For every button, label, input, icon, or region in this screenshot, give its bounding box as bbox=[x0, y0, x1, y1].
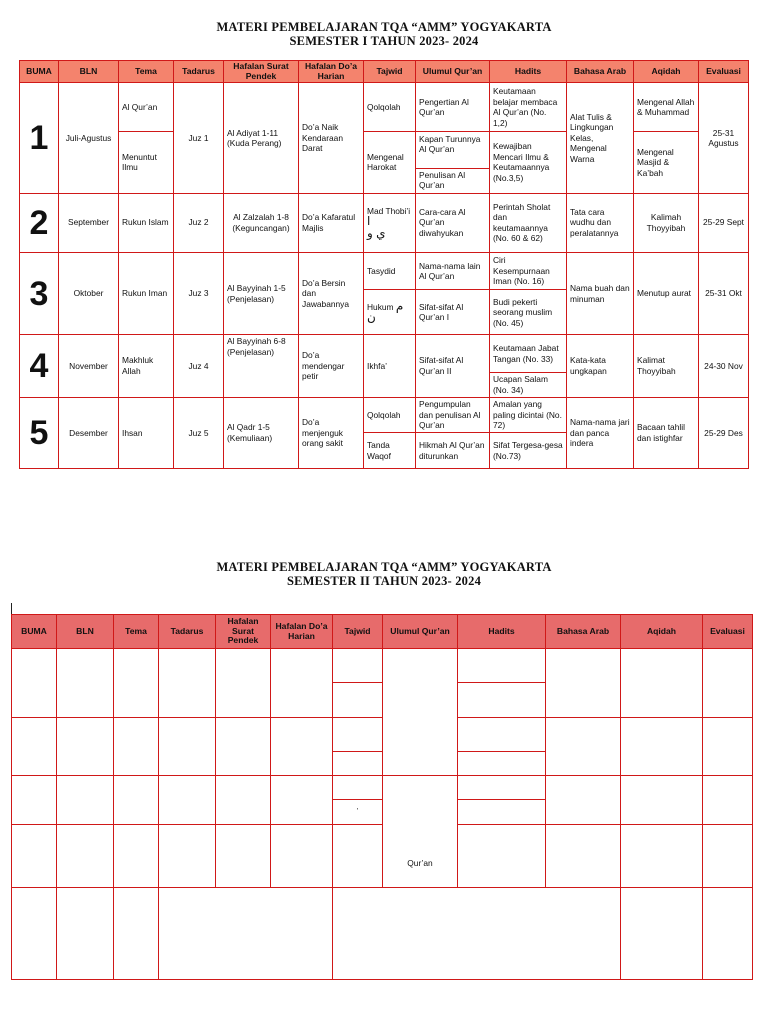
header-evaluasi: Evaluasi bbox=[703, 615, 753, 649]
doa-cell: Do’a mendengar petir bbox=[299, 335, 364, 397]
empty-cell bbox=[57, 649, 114, 718]
text-cursor bbox=[11, 603, 12, 614]
ulumul-cell: Qur’an bbox=[383, 776, 458, 887]
hadits-cell: Ciri Kesempurnaan Iman (No. 16) bbox=[490, 252, 567, 290]
tajwid-cell: Tasydid bbox=[364, 252, 416, 290]
doa-cell: Do’a Kafaratul Majlis bbox=[299, 193, 364, 252]
tajwid-cell bbox=[364, 290, 416, 335]
ulumul-cell: Pengumpulan dan penulisan Al Qur’an bbox=[416, 397, 490, 433]
empty-cell bbox=[458, 776, 546, 800]
table-row bbox=[12, 887, 753, 979]
buma-number: 5 bbox=[20, 397, 59, 468]
empty-cell bbox=[114, 718, 159, 776]
header-bln: BLN bbox=[57, 615, 114, 649]
buma-number: 2 bbox=[20, 193, 59, 252]
empty-cell bbox=[216, 718, 271, 776]
empty-cell bbox=[57, 776, 114, 824]
empty-cell bbox=[621, 649, 703, 718]
empty-cell bbox=[57, 718, 114, 776]
bln-cell: Oktober bbox=[59, 252, 119, 335]
empty-cell bbox=[703, 824, 753, 887]
tadarus-cell: Juz 5 bbox=[174, 397, 224, 468]
empty-cell bbox=[159, 649, 216, 718]
empty-cell bbox=[12, 718, 57, 776]
ulumul-cell: Penulisan Al Qur’an bbox=[419, 169, 466, 191]
empty-cell bbox=[271, 776, 333, 824]
empty-cell bbox=[216, 776, 271, 824]
tadarus-cell: Juz 4 bbox=[174, 335, 224, 397]
empty-cell bbox=[546, 718, 621, 776]
empty-cell bbox=[333, 683, 383, 718]
empty-cell bbox=[546, 649, 621, 718]
evaluasi-cell: 25-29 Des bbox=[699, 397, 749, 468]
tadarus-cell: Juz 1 bbox=[174, 83, 224, 193]
aqidah-cell: Kalimah Thoyyibah bbox=[634, 193, 699, 252]
surat-cell: Al Qadr 1-5 (Kemuliaan) bbox=[224, 397, 299, 468]
empty-cell bbox=[546, 776, 621, 824]
tadarus-cell: Juz 2 bbox=[174, 193, 224, 252]
table-row bbox=[12, 649, 753, 683]
evaluasi-cell: 25-31 Agustus bbox=[699, 83, 749, 193]
empty-cell bbox=[114, 776, 159, 824]
hadits-cell: Budi pekerti seorang muslim (No. 45) bbox=[490, 290, 567, 335]
table-row bbox=[12, 776, 753, 800]
semester-1-title-line1: MATERI PEMBELAJARAN TQA “AMM” YOGYAKARTA bbox=[216, 20, 552, 34]
header-tadarus: Tadarus bbox=[174, 61, 224, 83]
empty-cell bbox=[216, 824, 271, 887]
semester-1-header-row bbox=[20, 61, 749, 83]
tajwid-cell: ’ bbox=[333, 800, 383, 824]
hadits-cell: Keutamaan Jabat Tangan (No. 33) bbox=[490, 335, 567, 373]
tema-cell: Menuntut Ilmu bbox=[119, 132, 174, 193]
table-row bbox=[20, 83, 749, 116]
hadits-cell: Kewajiban Mencari Ilmu & Keutamaannya (No.3,5) bbox=[490, 132, 567, 193]
empty-cell bbox=[458, 718, 546, 752]
hadits-cell: Perintah Sholat dan keutamaannya (No. 60 & 62) bbox=[490, 193, 567, 252]
semester-2-header-row bbox=[12, 615, 753, 649]
empty-cell bbox=[546, 824, 621, 887]
empty-cell bbox=[703, 776, 753, 824]
table-row bbox=[12, 718, 753, 752]
tema-cell: Rukun Islam bbox=[119, 193, 174, 252]
arabic-letter: م bbox=[395, 298, 404, 313]
empty-cell bbox=[12, 824, 57, 887]
empty-cell bbox=[57, 824, 114, 887]
semester-1-title bbox=[0, 20, 768, 48]
hadits-cell: Ucapan Salam (No. 34) bbox=[490, 373, 567, 397]
ulumul-cell: Nama-nama lain Al Qur’an bbox=[416, 252, 490, 290]
header-bahasa-arab: Bahasa Arab bbox=[567, 61, 634, 83]
empty-cell bbox=[271, 718, 333, 776]
surat-cell: Al Bayyinah 6-8 (Penjelasan) bbox=[224, 335, 299, 397]
empty-cell bbox=[458, 683, 546, 718]
tajwid-cell: Qolqolah bbox=[364, 83, 416, 132]
tema-cell: Ihsan bbox=[119, 397, 174, 468]
header-tajwid: Tajwid bbox=[333, 615, 383, 649]
hadits-cell: Sifat Tergesa-gesa (No.73) bbox=[490, 433, 567, 469]
hadits-cell: Keutamaan belajar membaca Al Qur’an (No. 1,2) bbox=[490, 83, 567, 132]
semester-2-title bbox=[0, 560, 768, 588]
doa-cell: Do’a Bersin dan Jawabannya bbox=[299, 252, 364, 335]
empty-cell bbox=[703, 718, 753, 776]
tema-cell: Rukun Iman bbox=[119, 252, 174, 335]
header-evaluasi: Evaluasi bbox=[699, 61, 749, 83]
empty-cell bbox=[458, 649, 546, 683]
aqidah-cell: Kalimat Thoyyibah bbox=[634, 335, 699, 397]
ulumul-split-cell bbox=[416, 132, 490, 193]
aqidah-cell: Mengenal Masjid & Ka’bah bbox=[634, 132, 699, 193]
aqidah-cell: Mengenal Allah & Muhammad bbox=[634, 83, 699, 132]
tadarus-cell: Juz 3 bbox=[174, 252, 224, 335]
hadits-cell: Amalan yang paling dicintai (No. 72) bbox=[490, 397, 567, 433]
semester-2-title-line1: MATERI PEMBELAJARAN TQA “AMM” YOGYAKARTA bbox=[216, 560, 552, 574]
empty-cell bbox=[12, 776, 57, 824]
empty-cell bbox=[271, 649, 333, 718]
header-aqidah: Aqidah bbox=[621, 615, 703, 649]
empty-cell bbox=[621, 776, 703, 824]
tajwid-cell: Tanda Waqof bbox=[364, 433, 416, 469]
bln-cell: Desember bbox=[59, 397, 119, 468]
empty-cell bbox=[216, 649, 271, 718]
table-row bbox=[20, 397, 749, 433]
empty-cell bbox=[159, 824, 216, 887]
empty-cell bbox=[159, 887, 333, 979]
header-ulumul: Ulumul Qur’an bbox=[416, 61, 490, 83]
empty-cell bbox=[114, 824, 159, 887]
bahasa-arab-cell: Nama-nama jari dan panca indera bbox=[567, 397, 634, 468]
semester-1-table bbox=[19, 60, 749, 469]
table-row bbox=[20, 132, 749, 193]
header-hafalan-surat: Hafalan Surat Pendek bbox=[224, 61, 299, 83]
arabic-letters: ي و bbox=[367, 225, 386, 240]
empty-cell bbox=[333, 824, 383, 887]
bln-cell: November bbox=[59, 335, 119, 397]
header-hadits: Hadits bbox=[490, 61, 567, 83]
empty-cell bbox=[703, 887, 753, 979]
surat-cell: Al Bayyinah 1-5 (Penjelasan) bbox=[224, 252, 299, 335]
table-row bbox=[20, 335, 749, 373]
table-row bbox=[20, 252, 749, 290]
aqidah-cell: Bacaan tahlil dan istighfar bbox=[634, 397, 699, 468]
tajwid-cell: Ikhfa’ bbox=[364, 335, 416, 397]
arabic-letter: ا bbox=[367, 214, 371, 229]
ulumul-cell: Cara-cara Al Qur’an diwahyukan bbox=[416, 193, 490, 252]
bln-cell: September bbox=[59, 193, 119, 252]
doa-cell: Do’a Naik Kendaraan Darat bbox=[299, 83, 364, 193]
tajwid-cell bbox=[364, 193, 416, 252]
empty-cell bbox=[458, 800, 546, 824]
buma-number: 1 bbox=[20, 83, 59, 193]
ulumul-cell: Sifat-sifat Al Qur’an II bbox=[416, 335, 490, 397]
header-bln: BLN bbox=[59, 61, 119, 83]
ulumul-cell: Hikmah Al Qur’an diturunkan bbox=[416, 433, 490, 469]
empty-cell bbox=[271, 824, 333, 887]
empty-cell bbox=[12, 649, 57, 718]
header-hadits: Hadits bbox=[458, 615, 546, 649]
header-tema: Tema bbox=[114, 615, 159, 649]
empty-cell bbox=[333, 776, 383, 800]
semester-2-title-line2: SEMESTER II TAHUN 2023- 2024 bbox=[286, 574, 482, 588]
bahasa-arab-cell: Kata-kata ungkapan bbox=[567, 335, 634, 397]
ulumul-cell: Kapan Turunnya Al Qur’an bbox=[416, 133, 489, 169]
empty-cell bbox=[621, 824, 703, 887]
empty-cell bbox=[333, 752, 383, 776]
evaluasi-cell: 24-30 Nov bbox=[699, 335, 749, 397]
evaluasi-cell: 25-31 Okt bbox=[699, 252, 749, 335]
buma-number: 4 bbox=[20, 335, 59, 397]
empty-cell bbox=[333, 887, 621, 979]
aqidah-cell: Menutup aurat bbox=[634, 252, 699, 335]
buma-number: 3 bbox=[20, 252, 59, 335]
tema-cell: Al Qur’an bbox=[119, 83, 174, 132]
header-tema: Tema bbox=[119, 61, 174, 83]
empty-cell bbox=[621, 887, 703, 979]
bahasa-arab-cell: Nama buah dan minuman bbox=[567, 252, 634, 335]
tajwid-cell: Qolqolah bbox=[364, 397, 416, 433]
header-ulumul: Ulumul Qur’an bbox=[383, 615, 458, 649]
evaluasi-cell: 25-29 Sept bbox=[699, 193, 749, 252]
surat-cell: Al Zalzalah 1-8 (Keguncangan) bbox=[224, 193, 299, 252]
table-row bbox=[12, 824, 753, 887]
header-hafalan-doa: Hafalan Do’a Harian bbox=[271, 615, 333, 649]
tema-cell: Makhluk Allah bbox=[119, 335, 174, 397]
tajwid-text: Mad Thobi’i bbox=[367, 205, 411, 216]
semester-2-table bbox=[11, 614, 753, 980]
empty-cell bbox=[458, 752, 546, 776]
bln-cell: Juli-Agustus bbox=[59, 83, 119, 193]
empty-cell bbox=[159, 776, 216, 824]
header-tadarus: Tadarus bbox=[159, 615, 216, 649]
header-buma: BUMA bbox=[20, 61, 59, 83]
ulumul-cell: Pengertian Al Qur’an bbox=[416, 83, 490, 132]
header-aqidah: Aqidah bbox=[634, 61, 699, 83]
arabic-letter: ن bbox=[367, 310, 376, 325]
header-bahasa-arab: Bahasa Arab bbox=[546, 615, 621, 649]
empty-cell bbox=[114, 649, 159, 718]
bahasa-arab-cell: Alat Tulis & Lingkungan Kelas, Mengenal Warna bbox=[567, 83, 634, 193]
empty-cell bbox=[57, 887, 114, 979]
tajwid-cell: Mengenal Harokat bbox=[364, 132, 416, 193]
table-row bbox=[20, 193, 749, 252]
empty-cell bbox=[383, 649, 458, 776]
surat-cell: Al Adiyat 1-11 (Kuda Perang) bbox=[224, 83, 299, 193]
doa-cell: Do’a menjenguk orang sakit bbox=[299, 397, 364, 468]
ulumul-cell: Sifat-sifat Al Qur’an I bbox=[416, 290, 490, 335]
empty-cell bbox=[12, 887, 57, 979]
tajwid-text: Hukum bbox=[367, 301, 394, 312]
empty-cell bbox=[114, 887, 159, 979]
semester-1-title-line2: SEMESTER I TAHUN 2023- 2024 bbox=[289, 34, 479, 48]
header-hafalan-doa: Hafalan Do’a Harian bbox=[299, 61, 364, 83]
empty-cell bbox=[621, 718, 703, 776]
header-tajwid: Tajwid bbox=[364, 61, 416, 83]
header-buma: BUMA bbox=[12, 615, 57, 649]
bahasa-arab-cell: Tata cara wudhu dan peralatannya bbox=[567, 193, 634, 252]
empty-cell bbox=[458, 824, 546, 887]
empty-cell bbox=[703, 649, 753, 718]
empty-cell bbox=[333, 718, 383, 752]
header-hafalan-surat: Hafalan Surat Pendek bbox=[216, 615, 271, 649]
empty-cell bbox=[159, 718, 216, 776]
empty-cell bbox=[333, 649, 383, 683]
